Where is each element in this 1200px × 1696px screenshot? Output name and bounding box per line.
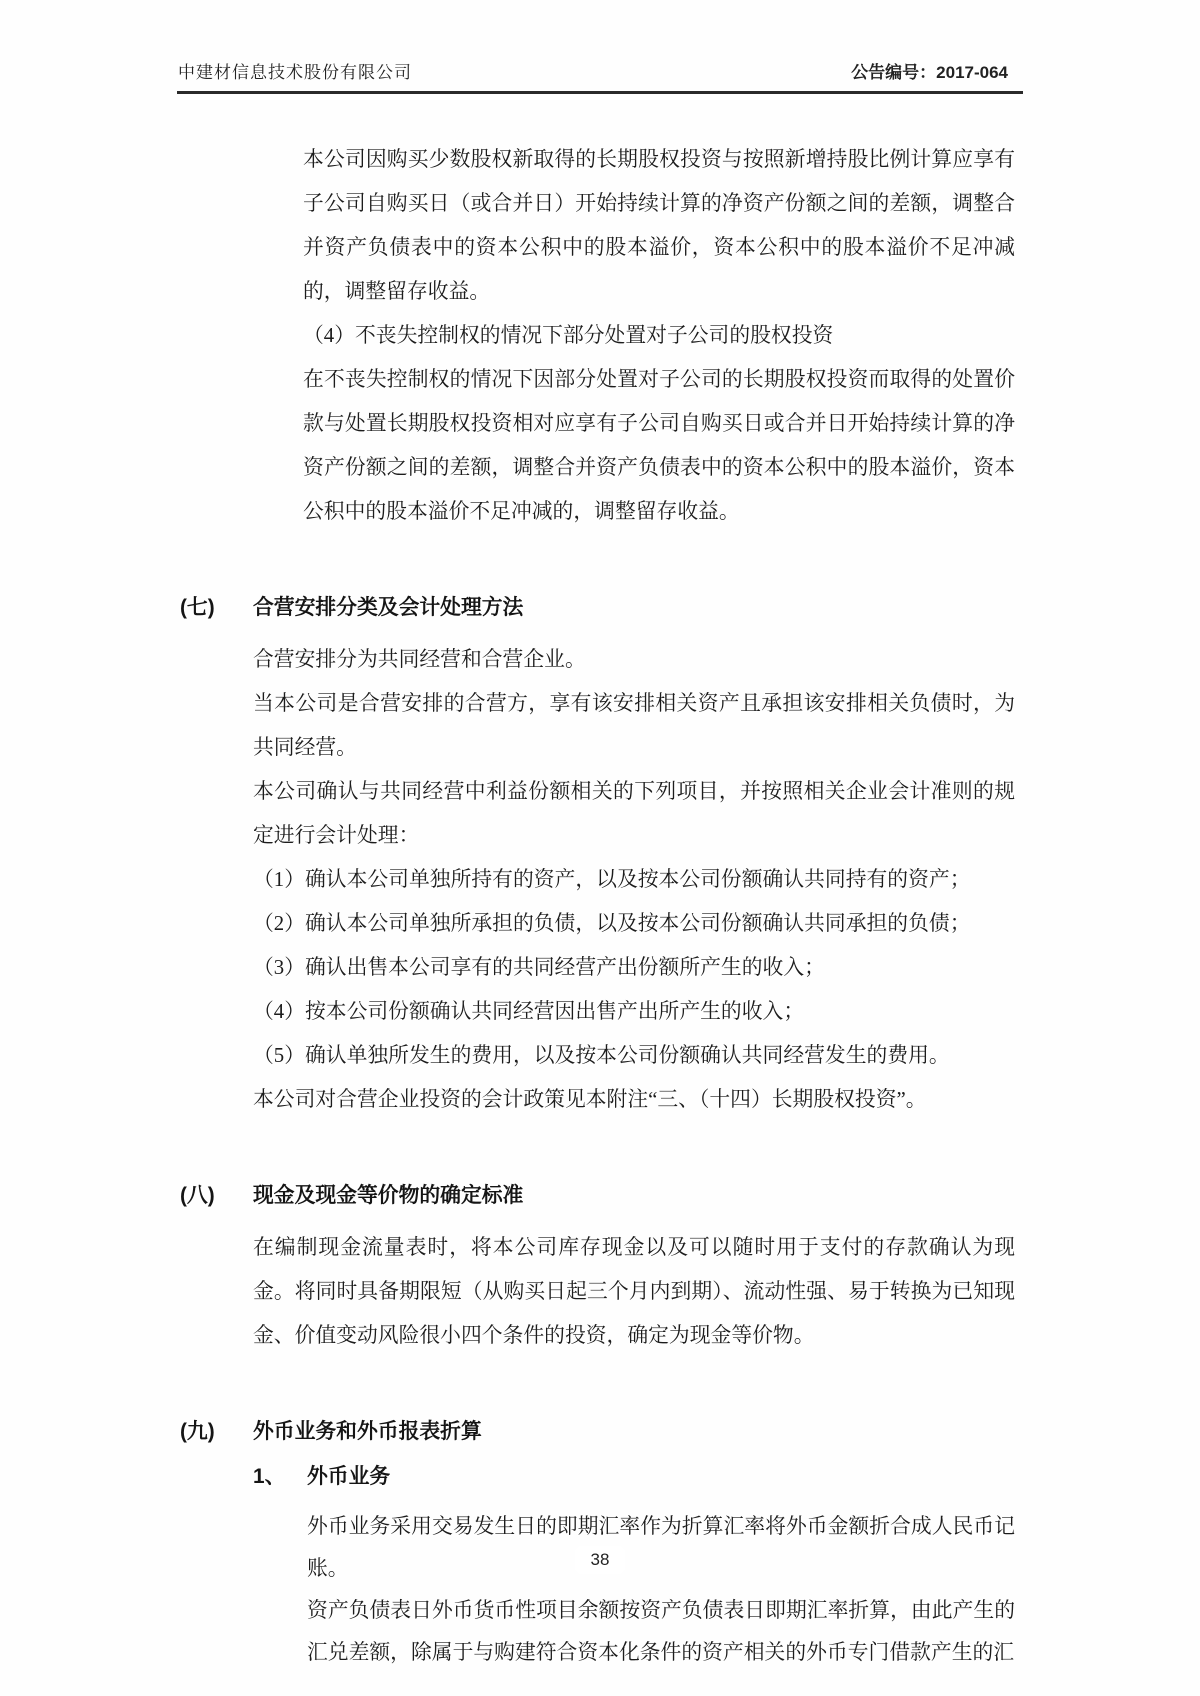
section-label: (九)	[180, 1420, 215, 1443]
section-paragraph: 合营安排分为共同经营和合营企业。	[253, 648, 586, 671]
page-number: 38	[575, 1546, 626, 1574]
document-body	[0, 138, 1200, 1674]
section-body	[253, 1226, 1015, 1358]
section-paragraph: 在编制现金流量表时，将本公司库存现金以及可以随时用于支付的存款确认为现金。将同时具备期限短（从购买日起三个月内到期）、流动性强、易于转换为已知现金、价值变动风险很小四个条件的投资，确定为现金等价物。	[253, 1236, 1015, 1347]
section-paragraph: （2）确认本公司单独所承担的负债，以及按本公司份额确认共同承担的负债；	[253, 912, 971, 935]
section-heading	[0, 1410, 1200, 1454]
section-heading	[0, 1174, 1200, 1218]
section-paragraph: 本公司确认与共同经营中利益份额相关的下列项目，并按照相关企业会计准则的规定进行会计处理：	[253, 780, 1015, 847]
subsection-label: 1、	[253, 1465, 286, 1488]
section-paragraph: （1）确认本公司单独所持有的资产，以及按本公司份额确认共同持有的资产；	[253, 868, 971, 891]
section-paragraph: 本公司对合营企业投资的会计政策见本附注“三、（十四）长期股权投资”。	[253, 1088, 927, 1111]
section-heading	[0, 586, 1200, 630]
subsection-paragraph: 外币业务采用交易发生日的即期汇率作为折算汇率将外币金额折合成人民币记账。	[307, 1515, 1015, 1580]
section-title: 外币业务和外币报表折算	[253, 1420, 482, 1443]
section-9	[0, 1410, 1200, 1674]
notice-number: 公告编号：2017-064	[851, 63, 1008, 82]
page-footer	[0, 1546, 1200, 1574]
section-7	[0, 586, 1200, 1122]
page-header	[178, 58, 1008, 83]
subsection-title: 外币业务	[307, 1465, 391, 1488]
intro-paragraph: （4）不丧失控制权的情况下部分处置对子公司的股权投资	[303, 324, 834, 347]
section-label: (八)	[180, 1184, 215, 1207]
header-rule	[177, 91, 1023, 94]
section-label: (七)	[180, 596, 215, 619]
company-name: 中建材信息技术股份有限公司	[178, 63, 412, 82]
section-8	[0, 1174, 1200, 1358]
section-title: 现金及现金等价物的确定标准	[253, 1184, 524, 1207]
intro-block	[303, 138, 1015, 534]
subsection-heading	[0, 1454, 1200, 1500]
section-paragraph: （3）确认出售本公司享有的共同经营产出份额所产生的收入；	[253, 956, 825, 979]
subsection-body	[307, 1506, 1015, 1674]
section-title: 合营安排分类及会计处理方法	[253, 596, 524, 619]
subsection-paragraph: 资产负债表日外币货币性项目余额按资产负债表日即期汇率折算，由此产生的汇兑差额，除属于与购建符合资本化条件的资产相关的外币专门借款产生的汇	[307, 1599, 1015, 1664]
intro-paragraph: 本公司因购买少数股权新取得的长期股权投资与按照新增持股比例计算应享有子公司自购买日（或合并日）开始持续计算的净资产份额之间的差额，调整合并资产负债表中的资本公积中的股本溢价，资本公积中的股本溢价不足冲减的，调整留存收益。	[303, 148, 1015, 303]
section-paragraph: （4）按本公司份额确认共同经营因出售产出所产生的收入；	[253, 1000, 805, 1023]
section-paragraph: 当本公司是合营安排的合营方，享有该安排相关资产且承担该安排相关负债时，为共同经营。	[253, 692, 1015, 759]
section-paragraph: （5）确认单独所发生的费用，以及按本公司份额确认共同经营发生的费用。	[253, 1044, 950, 1067]
intro-paragraph: 在不丧失控制权的情况下因部分处置对子公司的长期股权投资而取得的处置价款与处置长期股权投资相对应享有子公司自购买日或合并日开始持续计算的净资产份额之间的差额，调整合并资产负债表中的资本公积中的股本溢价，资本公积中的股本溢价不足冲减的，调整留存收益。	[303, 368, 1015, 523]
section-body	[253, 638, 1015, 1122]
